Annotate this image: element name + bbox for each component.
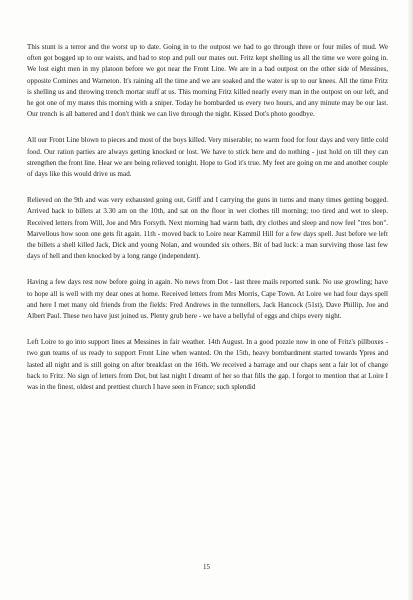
page-body [27, 42, 388, 408]
paragraph-5: Left Loire to go into support lines at Messines in fair weather. 14th August. In a good pozzie now in one of Fritz's pillboxes - two gun teams of us ready to support Front Line when wanted. On the 15th, heavy bombardment started towards Ypres and lasted all night and is still going on after breakfast on the 16th. We received a barrage and our chaps sent a fair lot of change back to Fritz. No sign of letters from Dot, but last night I dreamt of her so that fills the gap. I forgot to mention that at Loire I was in the finest, oldest and prettiest church I have seen in France; such splendid [27, 338, 388, 392]
paragraph-2: All our Front Line blown to pieces and most of the boys killed. Very miserable; no warm food for four days and very little cold food. Our ration parties are always getting knocked or lost. We have to stick here and do nothing - just hold on till they can strengthen the front line. Hear we are being relieved tonight. Hope to God it's true. My feet are going on me and another couple of days like this would drive us mad. [27, 136, 388, 179]
paragraph-4: Having a few days rest now before going in again. No news from Dot - last three mails reported sunk. No use growling; have to hope all is well with my dear ones at home. Received letters from Mrs Morris, Cape Town. At Loire we had four days spell and here I met many old friends from the fields: Fred Andrews in the tunnellers, Jack Hancock (51st), Dave Phillip, Joe and Albert Paul. These two have just joined us. Plenty grub here - we have a bellyful of eggs and chips every night. [27, 278, 388, 321]
page-number: 15 [203, 563, 210, 571]
paragraph-3: Relieved on the 9th and was very exhausted going out, Griff and I carrying the guns in turns and many times getting bogged. Arrived back to billets at 3.30 am on the 10th, and sat on the floor in wet clothes till morning; too tired and wet to sleep. Received letters from Will, Joe and Mrs Forsyth. Next morning had warm bath, dry clothes and sleep and now feel "tres bon". Marvellous how soon one gets fit again. 11th - moved back to Loire near Kammil Hill for a few days spell. Just before we left the billets a shell killed Jack, Dick and young Nolan, and wounded six others. Bit of bad luck: a man surviving those last few days of hell and then knocked by a long range (independent). [27, 196, 388, 261]
paragraph-1: This stunt is a terror and the worst up to date. Going in to the outpost we had to go through three or four miles of mud. We often got bogged up to our waists, and had to stop and pull our mates out. Fritz kept shelling us all the time we were going in. We lost eight men in my platoon before we got near the Front Line. We are in a bad outpost on the other side of Messines, opposite Comines and Warneton. It's raining all the time and we are soaked and the water is up to our knees. All the time Fritz is shelling us and throwing trench mortar stuff at us. This morning Fritz killed nearly every man in the outpost on our left, and he got one of my mates this morning with a sniper. Today he bombarded us every two hours, and any minute may be our last. Our trench is all battered and I don't think we can live through the night. Kissed Dot's photo goodbye. [27, 43, 388, 119]
page-edge-shadow [407, 0, 413, 600]
